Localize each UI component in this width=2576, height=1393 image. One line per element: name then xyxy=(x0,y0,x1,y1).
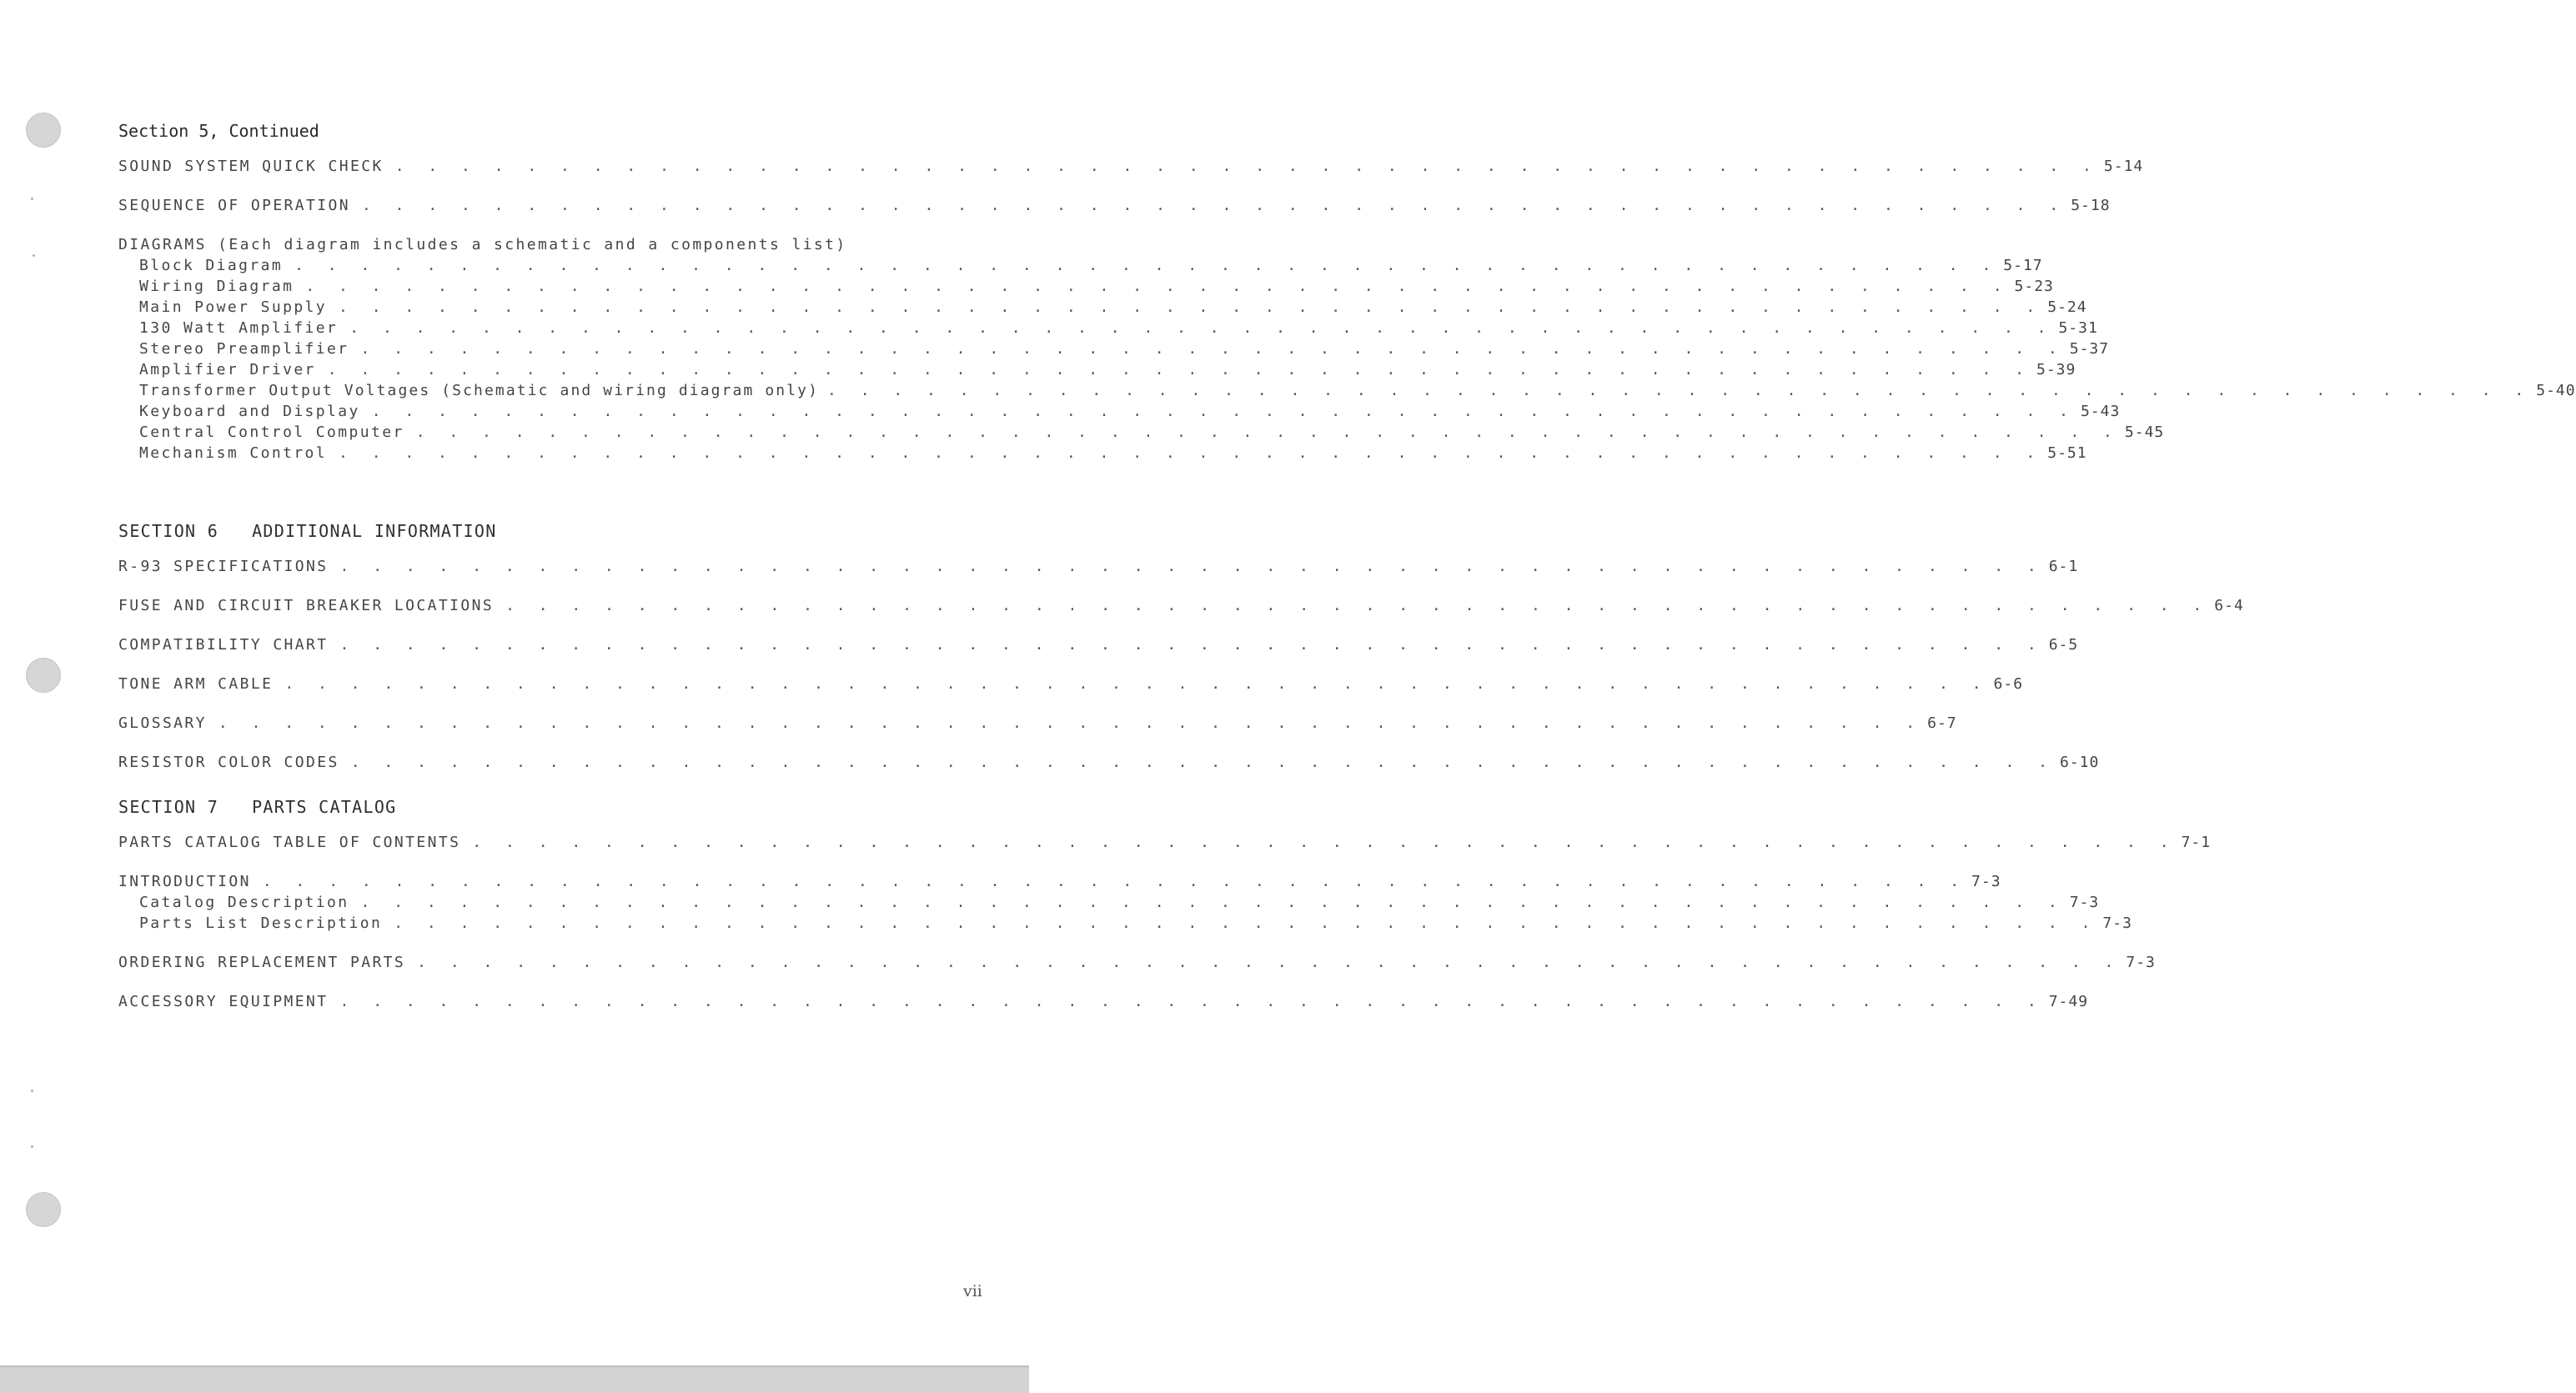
toc-entry-compatibility-chart[interactable] xyxy=(118,634,2079,655)
toc-entry-introduction[interactable] xyxy=(118,871,2001,892)
toc-entry-page: 6-5 xyxy=(2048,636,2079,654)
toc-entry-label: Main Power Supply xyxy=(139,298,328,316)
toc-entry-page: 7-3 xyxy=(1971,873,2001,890)
toc-entry-page: 7-49 xyxy=(2048,993,2089,1010)
dot-leader: . . . . . . . . . . . . . . . . . . . . . . . . . . . . . . . . . . . . . . . . . . . . . . . . . . . . xyxy=(327,361,2031,378)
toc-entry-label: INTRODUCTION xyxy=(118,873,251,890)
punch-hole-bottom xyxy=(26,1192,61,1227)
section-6-heading: SECTION 6 ADDITIONAL INFORMATION xyxy=(118,521,497,541)
toc-entry-label: Parts List Description xyxy=(139,914,383,932)
toc-entry-label: Amplifier Driver xyxy=(139,361,316,378)
toc-entry-tone-arm-cable[interactable] xyxy=(118,674,2024,694)
toc-entry-label: PARTS CATALOG TABLE OF CONTENTS xyxy=(118,834,461,851)
scan-edge xyxy=(0,1365,1029,1393)
dot-leader: . . . . . . . . . . . . . . . . . . . . . . . . . . . . . . . . . . . . . . . . . . . . . . . . . . . . xyxy=(361,197,2066,214)
toc-entry-sound-system-quick-check[interactable] xyxy=(118,156,2144,177)
toc-entry-label: Transformer Output Voltages (Schematic and wiring diagram only) xyxy=(139,382,820,399)
dot-leader: . . . . . . . . . . . . . . . . . . . . . . . . . . . . . . . . . . . . . . . . . . . . . . . . . . . . xyxy=(262,873,1967,890)
toc-entry-page: 6-1 xyxy=(2048,558,2079,575)
table-of-contents xyxy=(118,115,2576,1012)
toc-entry-label: 130 Watt Amplifier xyxy=(139,319,339,337)
toc-entry-label: Mechanism Control xyxy=(139,444,328,462)
toc-entry-r93-specifications[interactable] xyxy=(118,556,2079,577)
toc-entry-fuse-and-circuit-breaker-locations[interactable] xyxy=(118,595,2244,616)
dot-leader: . . . . . . . . . . . . . . . . . . . . . . . . . . . . . . . . . . . . . . . . . . . . . . . . . . . . xyxy=(339,558,2044,575)
toc-entry-mechanism-control[interactable] xyxy=(118,443,2087,463)
dot-leader: . . . . . . . . . . . . . . . . . . . . . . . . . . . . . . . . . . . . . . . . . . . . . . . . . . . . xyxy=(284,675,1989,693)
scan-speck xyxy=(31,1090,33,1092)
toc-entry-page: 5-51 xyxy=(2047,444,2087,462)
dot-leader: . . . . . . . . . . . . . . . . . . . . . . . . . . . . . . . . . . . . . . . . . . . . . . . . . . . . xyxy=(349,319,2054,337)
toc-entry-page: 5-17 xyxy=(2003,257,2043,274)
punch-hole-middle xyxy=(26,658,61,693)
toc-entry-label: ACCESSORY EQUIPMENT xyxy=(118,993,329,1010)
toc-entry-page: 5-39 xyxy=(2036,361,2076,378)
toc-entry-accessory-equipment[interactable] xyxy=(118,991,2089,1012)
dot-leader: . . . . . . . . . . . . . . . . . . . . . . . . . . . . . . . . . . . . . . . . . . . . . . . . . . . . xyxy=(339,993,2044,1010)
dot-leader: . . . . . . . . . . . . . . . . . . . . . . . . . . . . . . . . . . . . . . . . . . . . . . . . . . . . xyxy=(371,403,2076,420)
toc-entry-transformer-output-voltages[interactable] xyxy=(118,380,2576,401)
toc-entry-page: 6-4 xyxy=(2214,597,2244,614)
toc-entry-glossary[interactable] xyxy=(118,713,1957,734)
toc-entry-label: Keyboard and Display xyxy=(139,403,360,420)
toc-entry-label: SEQUENCE OF OPERATION xyxy=(118,197,350,214)
toc-entry-page: 7-3 xyxy=(2102,914,2132,932)
toc-entry-page: 6-6 xyxy=(1993,675,2024,693)
dot-leader: . . . . . . . . . . . . . . . . . . . . . . . . . . . . . . . . . . . . . . . . . . . . . . . . . . . . xyxy=(339,444,2043,462)
toc-entry-main-power-supply[interactable] xyxy=(118,297,2087,318)
toc-entry-label: TONE ARM CABLE xyxy=(118,675,274,693)
toc-entry-ordering-replacement-parts[interactable] xyxy=(118,952,2156,973)
toc-entry-label: FUSE AND CIRCUIT BREAKER LOCATIONS xyxy=(118,597,495,614)
dot-leader: . . . . . . . . . . . . . . . . . . . . . . . . . . . . . . . . . . . . . . . . . . . . . . . . . . . . xyxy=(350,754,2055,771)
toc-entry-page: 5-37 xyxy=(2069,340,2110,358)
toc-entry-page: 5-18 xyxy=(2071,197,2111,214)
dot-leader: . . . . . . . . . . . . . . . . . . . . . . . . . . . . . . . . . . . . . . . . . . . . . . . . . . . . xyxy=(218,714,1923,732)
toc-entry-page: 5-24 xyxy=(2047,298,2087,316)
toc-entry-page: 7-1 xyxy=(2181,834,2212,851)
page-number: vii xyxy=(963,1282,982,1300)
diagram-list xyxy=(118,255,2576,463)
dot-leader: . . . . . . . . . . . . . . . . . . . . . . . . . . . . . . . . . . . . . . . . . . . . . . . . . . . . xyxy=(305,278,2010,295)
toc-entry-label: Wiring Diagram xyxy=(139,278,294,295)
toc-entry-label: RESISTOR COLOR CODES xyxy=(118,754,339,771)
dot-leader: . . . . . . . . . . . . . . . . . . . . . . . . . . . . . . . . . . . . . . . . . . . . . . . . . . . . xyxy=(417,954,2122,971)
toc-entry-page: 6-7 xyxy=(1927,714,1957,732)
toc-entry-block-diagram[interactable] xyxy=(118,255,2043,276)
toc-entry-parts-list-description[interactable] xyxy=(118,913,2132,934)
dot-leader: . . . . . . . . . . . . . . . . . . . . . . . . . . . . . . . . . . . . . . . . . . . . . . . . . . . . xyxy=(360,894,2065,911)
toc-entry-label: GLOSSARY xyxy=(118,714,207,732)
scan-speck xyxy=(33,254,35,257)
dot-leader: . . . . . . . . . . . . . . . . . . . . . . . . . . . . . . . . . . . . . . . . . . . . . . . . . . . . xyxy=(505,597,2210,614)
punch-hole-top xyxy=(26,113,61,148)
toc-entry-label: Stereo Preamplifier xyxy=(139,340,349,358)
toc-entry-page: 5-43 xyxy=(2080,403,2121,420)
toc-entry-page: 5-23 xyxy=(2014,278,2054,295)
dot-leader: . . . . . . . . . . . . . . . . . . . . . . . . . . . . . . . . . . . . . . . . . . . . . . . . . . . . xyxy=(294,257,1999,274)
toc-entry-label: Central Control Computer xyxy=(139,423,404,441)
toc-entry-parts-catalog-toc[interactable] xyxy=(118,832,2212,853)
toc-entry-label: ORDERING REPLACEMENT PARTS xyxy=(118,954,406,971)
dot-leader: . . . . . . . . . . . . . . . . . . . . . . . . . . . . . . . . . . . . . . . . . . . . . . . . . . . . xyxy=(360,340,2065,358)
toc-entry-catalog-description[interactable] xyxy=(118,892,2100,913)
dot-leader: . . . . . . . . . . . . . . . . . . . . . . . . . . . . . . . . . . . . . . . . . . . . . . . . . . . . xyxy=(394,914,2098,932)
section-7-heading: SECTION 7 PARTS CATALOG xyxy=(118,797,397,817)
dot-leader: . . . . . . . . . . . . . . . . . . . . . . . . . . . . . . . . . . . . . . . . . . . . . . . . . . . . xyxy=(394,158,2099,175)
toc-entry-page: 7-3 xyxy=(2126,954,2156,971)
toc-entry-label: Block Diagram xyxy=(139,257,284,274)
toc-entry-amplifier-driver[interactable] xyxy=(118,359,2076,380)
dot-leader: . . . . . . . . . . . . . . . . . . . . . . . . . . . . . . . . . . . . . . . . . . . . . . . . . . . . xyxy=(827,382,2532,399)
toc-entry-label: Catalog Description xyxy=(139,894,349,911)
toc-entry-page: 5-14 xyxy=(2103,158,2144,175)
dot-leader: . . . . . . . . . . . . . . . . . . . . . . . . . . . . . . . . . . . . . . . . . . . . . . . . . . . . xyxy=(339,636,2044,654)
toc-entry-keyboard-and-display[interactable] xyxy=(118,401,2121,422)
toc-entry-central-control-computer[interactable] xyxy=(118,422,2165,443)
toc-entry-label: R-93 SPECIFICATIONS xyxy=(118,558,329,575)
toc-entry-wiring-diagram[interactable] xyxy=(118,276,2054,297)
toc-entry-page: 6-10 xyxy=(2059,754,2100,771)
toc-entry-label: COMPATIBILITY CHART xyxy=(118,636,329,654)
toc-entry-resistor-color-codes[interactable] xyxy=(118,752,2100,773)
dot-leader: . . . . . . . . . . . . . . . . . . . . . . . . . . . . . . . . . . . . . . . . . . . . . . . . . . . . xyxy=(339,298,2043,316)
toc-entry-page: 5-31 xyxy=(2058,319,2098,337)
toc-entry-sequence-of-operation[interactable] xyxy=(118,195,2111,216)
toc-entry-page: 7-3 xyxy=(2069,894,2100,911)
toc-entry-page: 5-45 xyxy=(2124,423,2165,441)
dot-leader: . . . . . . . . . . . . . . . . . . . . . . . . . . . . . . . . . . . . . . . . . . . . . . . . . . . . xyxy=(415,423,2120,441)
continued-heading: Section 5, Continued xyxy=(118,121,319,141)
scan-speck xyxy=(31,1145,33,1148)
scan-speck xyxy=(31,198,33,200)
diagrams-heading: DIAGRAMS (Each diagram includes a schematic and a components list) xyxy=(118,236,847,253)
toc-entry-label: SOUND SYSTEM QUICK CHECK xyxy=(118,158,384,175)
toc-entry-page: 5-40 xyxy=(2536,382,2576,399)
toc-entry-130-watt-amplifier[interactable] xyxy=(118,318,2098,338)
dot-leader: . . . . . . . . . . . . . . . . . . . . . . . . . . . . . . . . . . . . . . . . . . . . . . . . . . . . xyxy=(472,834,2177,851)
toc-entry-stereo-preamplifier[interactable] xyxy=(118,338,2110,359)
